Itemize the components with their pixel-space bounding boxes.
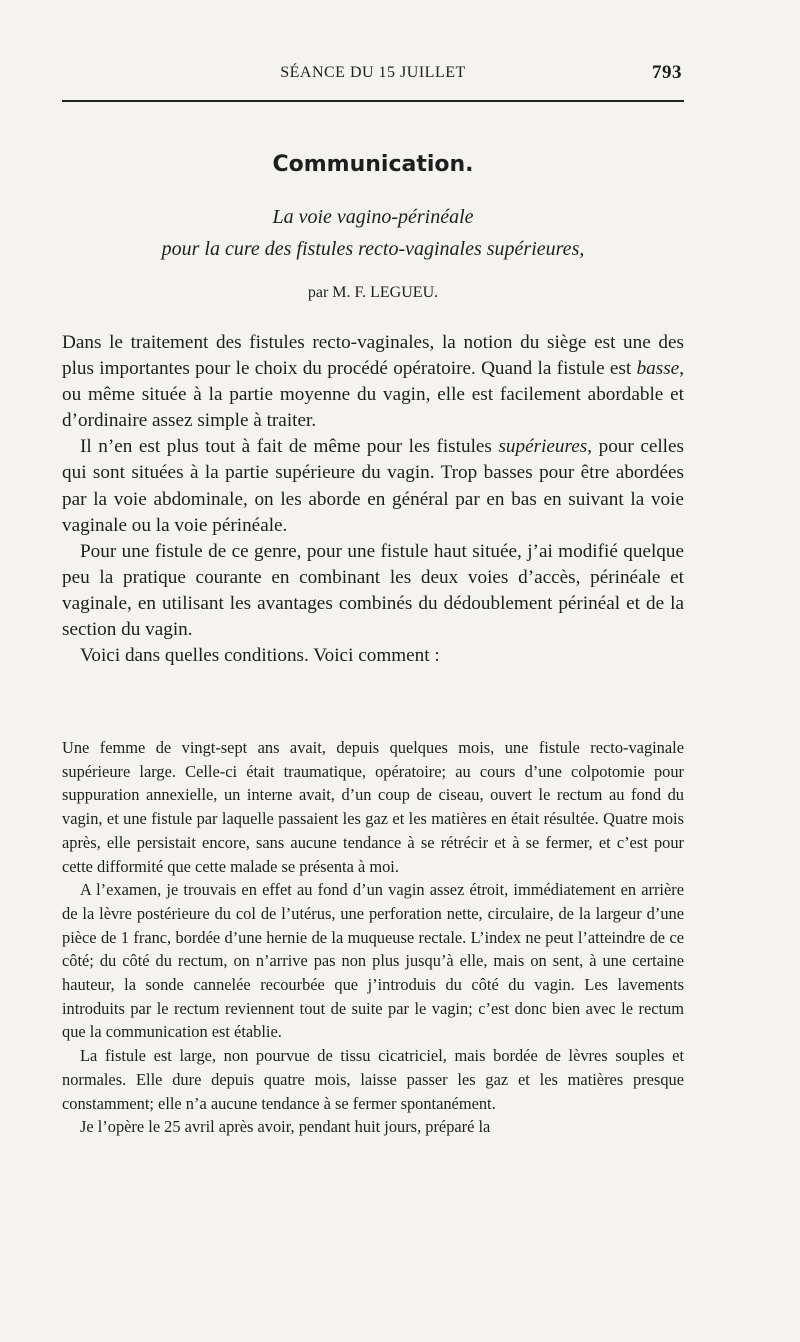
author-line: par M. F. LEGUEU. — [307, 284, 439, 301]
paragraph-1 — [62, 330, 684, 434]
running-title: SÉANCE DU 15 JUILLET — [280, 64, 466, 81]
case-paragraph-1: Une femme de vingt-sept ans avait, depuis quelques mois, une fistule recto-vaginale supérieure large. Celle-ci était traumatique, opératoire; au cours d’une colpotomie pour suppuration annexielle, un interne avait, d’un coup de ciseau, ouvert le rectum au fond du vagin, et une fistule par laquelle passaient les gaz et les matières en était résultée. Quatre mois après, elle persistait encore, sans aucune tendance à se rétrécir et à se fermer, et c’est pour cette difformité que cette malade se présenta à moi. — [62, 738, 684, 876]
paragraph-2 — [62, 434, 684, 538]
page-number: 793 — [652, 62, 682, 83]
running-header — [62, 60, 684, 90]
article-title-line2: pour la cure des fistules recto-vaginales supérieures, — [161, 238, 585, 260]
paragraph-4: Voici dans quelles conditions. Voici comment : — [80, 645, 440, 667]
header-rule — [62, 100, 684, 102]
p1-text-a: Dans le traitement des fistules recto-vaginales, la notion du siège est une des plus importantes pour le choix du procédé opératoire. Quand la fistule est — [62, 332, 684, 380]
case-paragraph-4: Je l’opère le 25 avril après avoir, pendant huit jours, préparé la — [80, 1117, 491, 1137]
p2-text-a: Il n’en est plus tout à fait de même pour les fistules — [80, 436, 499, 458]
main-text — [62, 330, 684, 669]
case-report — [62, 736, 684, 1139]
p2-emphasis: supérieures — [498, 436, 588, 458]
section-heading: Communication. — [272, 152, 474, 177]
article-title-line1: La voie vagino-périnéale — [272, 206, 474, 228]
p1-emphasis: basse — [636, 358, 680, 380]
case-paragraph-3: La fistule est large, non pourvue de tissu cicatriciel, mais bordée de lèvres souples et normales. Elle dure depuis quatre mois, laisse passer les gaz et les matières presque constamment; elle n’a aucune tendance à se fermer spontanément. — [62, 1046, 684, 1113]
paragraph-3: Pour une fistule de ce genre, pour une fistule haut située, j’ai modifié quelque peu la pratique courante en combinant les deux voies d’accès, périnéale et vaginale, en utilisant les avantages combinés du dédoublement périnéal et de la section du vagin. — [62, 540, 684, 641]
p1-text-b: , ou même située à la partie moyenne du vagin, elle est facilement abordable et d’ordinaire assez simple à traiter. — [62, 358, 684, 432]
p2-text-b: , pour celles qui sont situées à la partie supérieure du vagin. Trop basses pour être abordées par la voie abdominale, on les aborde en général par en bas en suivant la voie vaginale ou la voie périnéale. — [62, 436, 684, 536]
case-paragraph-2: A l’examen, je trouvais en effet au fond d’un vagin assez étroit, immédiatement en arrière de la lèvre postérieure du col de l’utérus, une perforation nette, circulaire, de la largeur d’une pièce de 1 franc, bordée d’une hernie de la muqueuse rectale. L’index ne peut l’atteindre de ce côté; du côté du rectum, on n’arrive pas non plus jusqu’à elle, mais on sent, à une certaine hauteur, la sonde cannelée recourbée que j’introduis du côté du vagin. Les lavements introduits par le rectum reviennent tout de suite par le vagin; c’est donc bien avec le rectum que la communication est établie. — [62, 880, 684, 1042]
